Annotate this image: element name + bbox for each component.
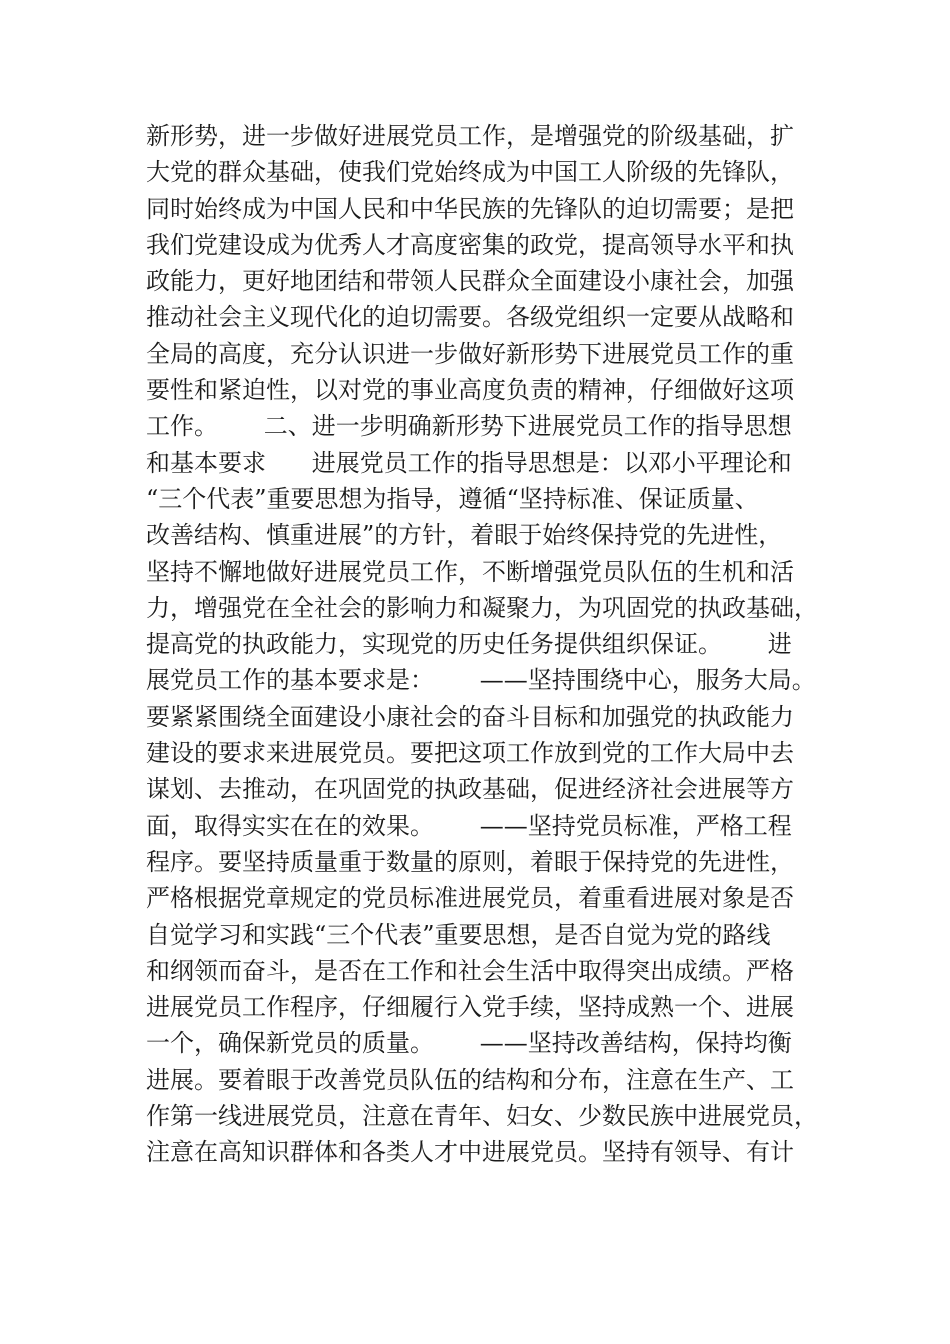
text-line: 工作。 二、进一步明确新形势下进展党员工作的指导思想 xyxy=(146,412,792,441)
text-line: 同时始终成为中国人民和中华民族的先锋队的迫切需要；是把 xyxy=(146,194,794,223)
text-line: 进展党员工作程序，仔细履行入党手续，坚持成熟一个、进展 xyxy=(146,993,794,1022)
text-line: 谋划、去推动，在巩固党的执政基础，促进经济社会进展等方 xyxy=(146,775,794,804)
text-line: 建设的要求来进展党员。要把这项工作放到党的工作大局中去 xyxy=(146,739,794,768)
text-line: 全局的高度，充分认识进一步做好新形势下进展党员工作的重 xyxy=(146,339,794,368)
text-line: 大党的群众基础，使我们党始终成为中国工人阶级的先锋队， xyxy=(146,158,794,187)
text-line: 改善结构、慎重进展”的方针，着眼于始终保持党的先进性， xyxy=(146,521,783,550)
text-line: 政能力，更好地团结和带领人民群众全面建设小康社会，加强 xyxy=(146,267,794,296)
text-line: 我们党建设成为优秀人才高度密集的政党，提高领导水平和执 xyxy=(146,230,794,259)
text-line: 进展。要着眼于改善党员队伍的结构和分布，注意在生产、工 xyxy=(146,1065,794,1094)
text-line: 提高党的执政能力，实现党的历史任务提供组织保证。 进 xyxy=(146,630,792,659)
text-line: 新形势，进一步做好进展党员工作，是增强党的阶级基础，扩 xyxy=(146,122,794,150)
text-line: 推动社会主义现代化的迫切需要。各级党组织一定要从战略和 xyxy=(146,303,794,332)
body-text xyxy=(146,118,826,1171)
text-line: 一个，确保新党员的质量。 ——坚持改善结构，保持均衡 xyxy=(146,1029,792,1058)
text-line: 注意在高知识群体和各类人才中进展党员。坚持有领导、有计 xyxy=(146,1138,794,1167)
text-line: 展党员工作的基本要求是： ——坚持围绕中心，服务大局。 xyxy=(146,666,816,695)
text-line: 自觉学习和实践“三个代表”重要思想，是否自觉为党的路线 xyxy=(146,920,771,949)
text-line: 和纲领而奋斗，是否在工作和社会生活中取得突出成绩。严格 xyxy=(146,956,794,985)
text-line: 和基本要求 进展党员工作的指导思想是：以邓小平理论和 xyxy=(146,448,792,477)
text-line: 面，取得实实在在的效果。 ——坚持党员标准，严格工程 xyxy=(146,811,792,840)
text-line: 程序。要坚持质量重于数量的原则，着眼于保持党的先进性， xyxy=(146,847,794,876)
text-line: 力，增强党在全社会的影响力和凝聚力，为巩固党的执政基础， xyxy=(146,593,818,622)
text-line: 要紧紧围绕全面建设小康社会的奋斗目标和加强党的执政能力 xyxy=(146,702,794,731)
text-line: 坚持不懈地做好进展党员工作，不断增强党员队伍的生机和活 xyxy=(146,557,794,586)
text-line: “三个代表”重要思想为指导，遵循“坚持标准、保证质量、 xyxy=(146,484,759,513)
text-line: 严格根据党章规定的党员标准进展党员，着重看进展对象是否 xyxy=(146,884,794,913)
text-line: 要性和紧迫性，以对党的事业高度负责的精神，仔细做好这项 xyxy=(146,376,794,405)
text-line: 作第一线进展党员，注意在青年、妇女、少数民族中进展党员， xyxy=(146,1102,818,1131)
